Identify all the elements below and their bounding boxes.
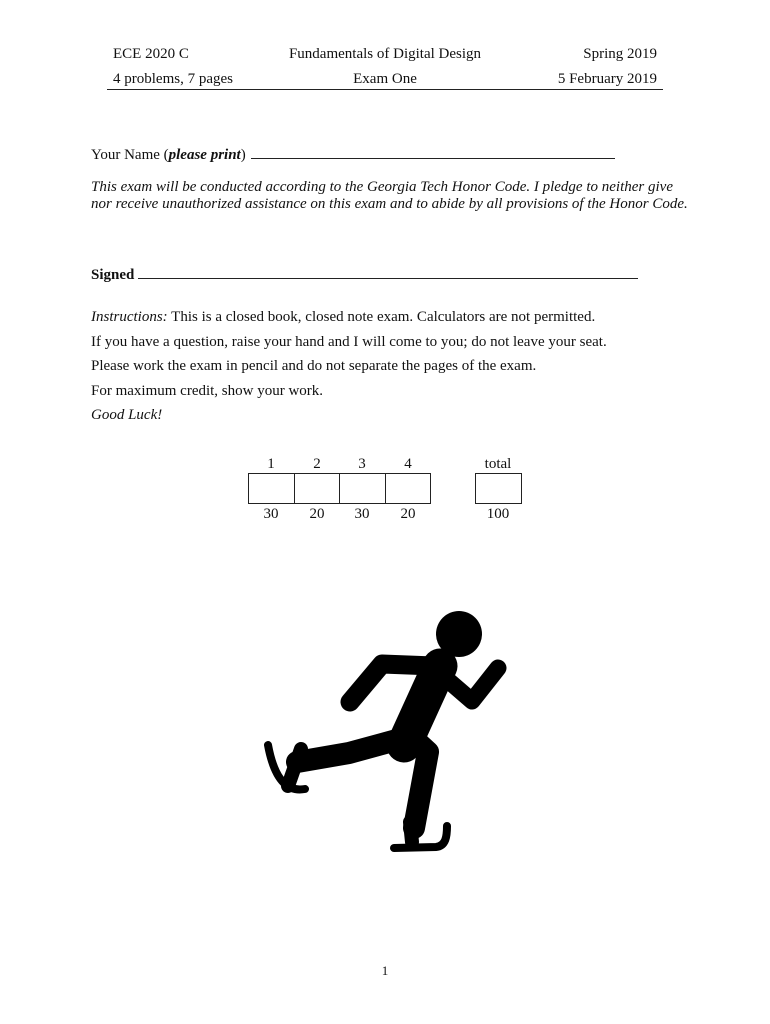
problems-pages: 4 problems, 7 pages xyxy=(113,71,233,87)
problem-label-4: 4 xyxy=(404,456,412,472)
problem-points-4: 20 xyxy=(400,506,416,522)
score-box-4[interactable] xyxy=(385,473,431,504)
instructions-line-4: For maximum credit, show your work. xyxy=(91,382,324,399)
header-row-1 xyxy=(107,46,663,68)
good-luck: Good Luck! xyxy=(91,407,163,424)
problem-label-2: 2 xyxy=(313,456,321,472)
instructions-line-1: This is a closed book, closed note exam. Calculators are not permitted. xyxy=(171,309,596,325)
course-code: ECE 2020 C xyxy=(113,46,189,62)
problem-points-1: 30 xyxy=(263,506,279,522)
instructions-line-3: Please work the exam in pencil and do not separate the pages of the exam. xyxy=(91,358,537,375)
instructions-label: Instructions: xyxy=(91,309,168,325)
page-number: 1 xyxy=(381,963,389,978)
signature-field xyxy=(91,264,638,284)
instructions xyxy=(91,305,607,428)
score-box-total[interactable] xyxy=(475,473,522,504)
problem-label-1: 1 xyxy=(267,456,275,472)
total-label: total xyxy=(484,456,512,472)
score-box-1[interactable] xyxy=(248,473,295,504)
name-field xyxy=(91,144,615,164)
ice-skater-icon xyxy=(250,600,520,860)
problem-points-3: 30 xyxy=(354,506,370,522)
problem-label-3: 3 xyxy=(358,456,366,472)
name-blank-line[interactable] xyxy=(251,144,615,159)
score-box-2[interactable] xyxy=(294,473,340,504)
signature-blank-line[interactable] xyxy=(138,264,638,279)
name-label-prefix: Your Name ( xyxy=(91,147,169,163)
signed-label: Signed xyxy=(91,267,135,283)
score-box-3[interactable] xyxy=(339,473,386,504)
honor-pledge: This exam will be conducted according to the Georgia Tech Honor Code. I pledge to neither give nor receive unauthorized assistance on this exam and to abide by all provisions of the Honor Code. xyxy=(91,179,688,212)
exam-date: 5 February 2019 xyxy=(557,71,657,87)
name-label-emphasis: please print xyxy=(168,147,241,163)
problem-points-2: 20 xyxy=(309,506,325,522)
course-title: Fundamentals of Digital Design xyxy=(288,46,482,62)
total-points: 100 xyxy=(486,506,510,522)
exam-name: Exam One xyxy=(353,71,417,87)
name-label-suffix: ) xyxy=(240,147,246,163)
instructions-line-2: If you have a question, raise your hand and I will come to you; do not leave your seat. xyxy=(91,333,607,350)
header-divider xyxy=(107,89,663,90)
term: Spring 2019 xyxy=(583,46,657,62)
